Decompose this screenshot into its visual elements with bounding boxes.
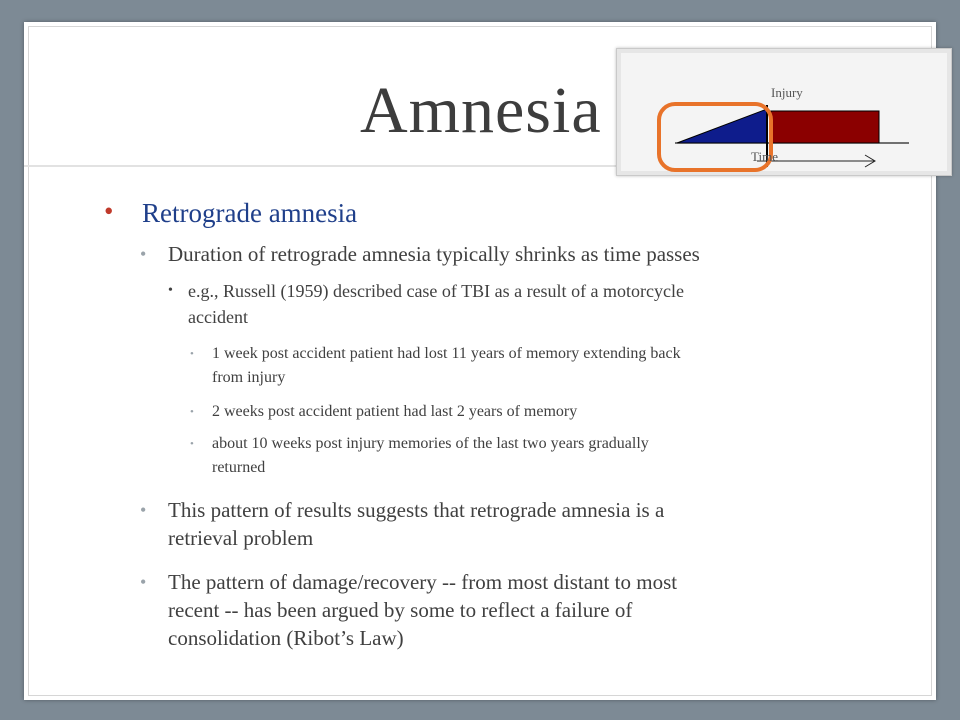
bullet-text-line3: consolidation (Ribot’s Law)	[168, 626, 404, 650]
slide	[24, 22, 936, 700]
bullet-marker: •	[190, 438, 194, 450]
bullet-text-line1: e.g., Russell (1959) described case of TBI as a result of a motorcycle	[188, 281, 685, 301]
bullet-marker: •	[140, 500, 147, 520]
bullet-text-line1: This pattern of results suggests that retrograde amnesia is a	[168, 498, 665, 522]
bullet-text-line2: from injury	[212, 369, 286, 386]
bullet-marker: •	[168, 283, 173, 298]
bullet-marker: •	[190, 406, 194, 418]
bullet-text: Duration of retrograde amnesia typically shrinks as time passes	[168, 242, 700, 266]
injury-label: Injury	[771, 85, 803, 100]
slide-title: Amnesia	[360, 74, 602, 147]
bullet-marker: •	[140, 572, 147, 592]
bullet-text-line2: returned	[212, 459, 266, 476]
bullet-marker: •	[104, 196, 114, 226]
bullet-text-line2: recent -- has been argued by some to reflect a failure of	[168, 598, 633, 622]
bullet-text-line1: The pattern of damage/recovery -- from most distant to most	[168, 570, 678, 594]
bullet-text: 2 weeks post accident patient had last 2 years of memory	[212, 403, 578, 420]
bullet-text: Retrograde amnesia	[142, 198, 358, 228]
bullet-marker: •	[190, 348, 194, 360]
bullet-text-line1: 1 week post accident patient had lost 11 years of memory extending back	[212, 345, 681, 362]
bullet-text-line2: retrieval problem	[168, 526, 314, 550]
bullet-text-line1: about 10 weeks post injury memories of the last two years gradually	[212, 435, 649, 452]
bullet-marker: •	[140, 244, 147, 264]
slide-body	[24, 22, 936, 700]
time-label: Time	[751, 149, 778, 164]
bullet-text-line2: accident	[188, 307, 248, 327]
